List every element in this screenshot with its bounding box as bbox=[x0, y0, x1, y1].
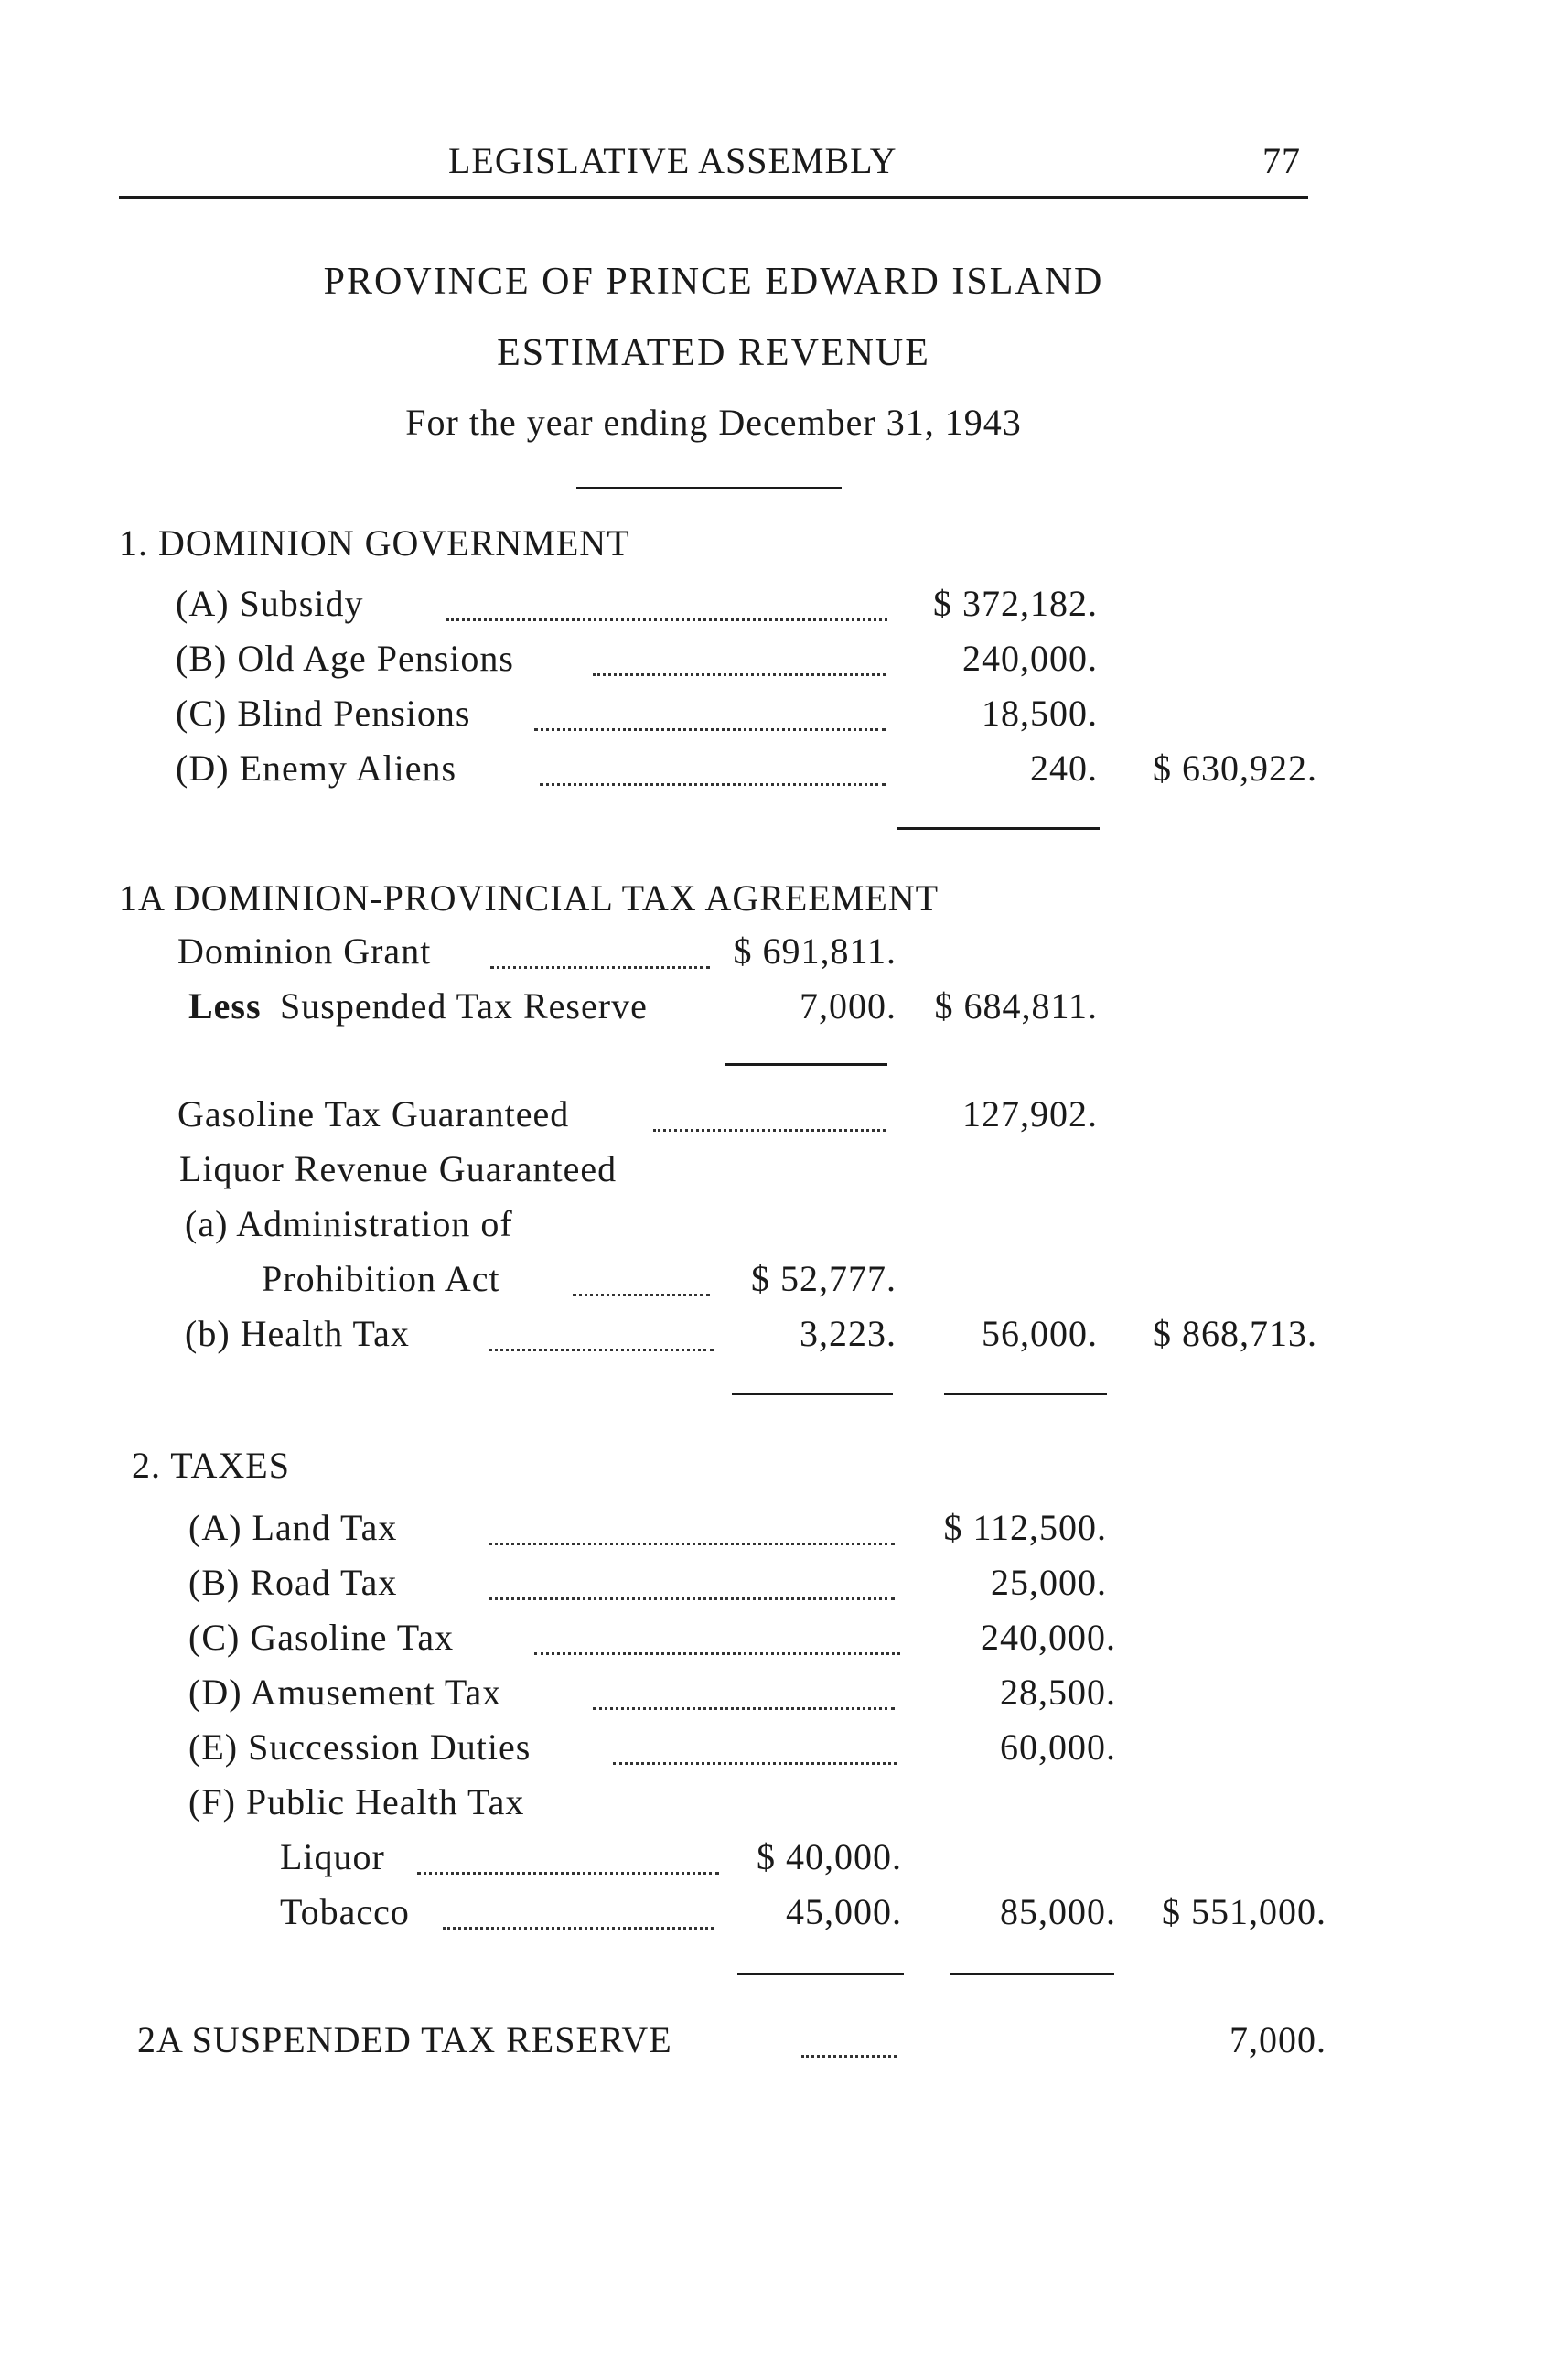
gasoline-guaranteed-label: Gasoline Tax Guaranteed bbox=[177, 1093, 570, 1134]
s2-item-c-amount: 240,000. bbox=[981, 1617, 1116, 1658]
s2-item-b-amount: 25,000. bbox=[991, 1562, 1107, 1603]
s1a-item-a-amount: $ 52,777. bbox=[751, 1258, 897, 1299]
s2-sum-rule-left bbox=[737, 1973, 904, 1975]
s1-item-d-label: (D) Enemy Aliens bbox=[176, 747, 457, 789]
section-2-title: 2. TAXES bbox=[132, 1445, 290, 1486]
s1a-item-a-label-2: Prohibition Act bbox=[262, 1258, 500, 1299]
s2-item-e-label: (E) Succession Duties bbox=[188, 1726, 532, 1768]
page-number: 77 bbox=[1262, 140, 1301, 181]
s2-total: $ 551,000. bbox=[1162, 1891, 1326, 1932]
s1a-item-b-label: (b) Health Tax bbox=[185, 1313, 410, 1354]
s2a-amount: 7,000. bbox=[1230, 2019, 1326, 2060]
suspended-reserve-label: Suspended Tax Reserve bbox=[280, 985, 648, 1027]
leader-dots bbox=[417, 1872, 719, 1875]
s1-item-a-amount: $ 372,182. bbox=[933, 583, 1098, 624]
s2-liquor-amount: $ 40,000. bbox=[757, 1836, 902, 1877]
title-rule bbox=[576, 487, 842, 489]
s1a-net-grant: $ 684,811. bbox=[934, 985, 1098, 1027]
s1a-item-a-label: (a) Administration of bbox=[185, 1203, 513, 1244]
s2-item-d-label: (D) Amusement Tax bbox=[188, 1672, 502, 1713]
header-rule bbox=[119, 196, 1308, 199]
s1a-item-b-amount: 3,223. bbox=[800, 1313, 897, 1354]
section-2a-title: 2A SUSPENDED TAX RESERVE bbox=[137, 2019, 672, 2060]
suspended-reserve-amount: 7,000. bbox=[800, 985, 897, 1027]
s2-item-a-amount: $ 112,500. bbox=[943, 1507, 1107, 1548]
liquor-guaranteed-label: Liquor Revenue Guaranteed bbox=[179, 1148, 618, 1189]
dominion-grant-label: Dominion Grant bbox=[177, 930, 432, 972]
liquor-guaranteed-total: 56,000. bbox=[982, 1313, 1098, 1354]
s1-item-b-amount: 240,000. bbox=[962, 638, 1098, 679]
s1a-sub-rule bbox=[725, 1063, 887, 1066]
s1-item-d-amount: 240. bbox=[1030, 747, 1098, 789]
s2-tobacco-label: Tobacco bbox=[280, 1891, 410, 1932]
s1-sum-rule bbox=[897, 827, 1100, 830]
s2-tobacco-amount: 45,000. bbox=[786, 1891, 902, 1932]
less-word: Less bbox=[188, 985, 262, 1027]
leader-dots bbox=[801, 2055, 897, 2058]
s1-item-b-label: (B) Old Age Pensions bbox=[176, 638, 514, 679]
s2-liquor-label: Liquor bbox=[280, 1836, 385, 1877]
s1a-total: $ 868,713. bbox=[1153, 1313, 1317, 1354]
section-1a-title: 1A DOMINION-PROVINCIAL TAX AGREEMENT bbox=[119, 877, 940, 919]
s2-public-health-total: 85,000. bbox=[1000, 1891, 1116, 1932]
s2-item-c-label: (C) Gasoline Tax bbox=[188, 1617, 455, 1658]
gasoline-guaranteed-amount: 127,902. bbox=[962, 1093, 1098, 1134]
heading-year: For the year ending December 31, 1943 bbox=[405, 402, 1022, 443]
heading-province: PROVINCE OF PRINCE EDWARD ISLAND bbox=[323, 261, 1104, 303]
dominion-grant-amount: $ 691,811. bbox=[733, 930, 897, 972]
s1-total: $ 630,922. bbox=[1153, 747, 1317, 789]
s1a-sum-rule-left bbox=[732, 1393, 893, 1395]
s2-item-d-amount: 28,500. bbox=[1000, 1672, 1116, 1713]
s2-item-b-label: (B) Road Tax bbox=[188, 1562, 398, 1603]
s1a-sum-rule-right bbox=[944, 1393, 1107, 1395]
s1-item-c-amount: 18,500. bbox=[982, 693, 1098, 734]
s2-sum-rule-right bbox=[950, 1973, 1114, 1975]
s2-item-f-label: (F) Public Health Tax bbox=[188, 1781, 525, 1823]
s2-item-a-label: (A) Land Tax bbox=[188, 1507, 398, 1548]
running-header-title: LEGISLATIVE ASSEMBLY bbox=[448, 140, 897, 181]
heading-estimated-revenue: ESTIMATED REVENUE bbox=[497, 332, 930, 374]
s1-item-a-label: (A) Subsidy bbox=[176, 583, 364, 624]
s1-item-c-label: (C) Blind Pensions bbox=[176, 693, 471, 734]
section-1-title: 1. DOMINION GOVERNMENT bbox=[119, 522, 630, 564]
leader-dots bbox=[443, 1927, 714, 1930]
s2-item-e-amount: 60,000. bbox=[1000, 1726, 1116, 1768]
